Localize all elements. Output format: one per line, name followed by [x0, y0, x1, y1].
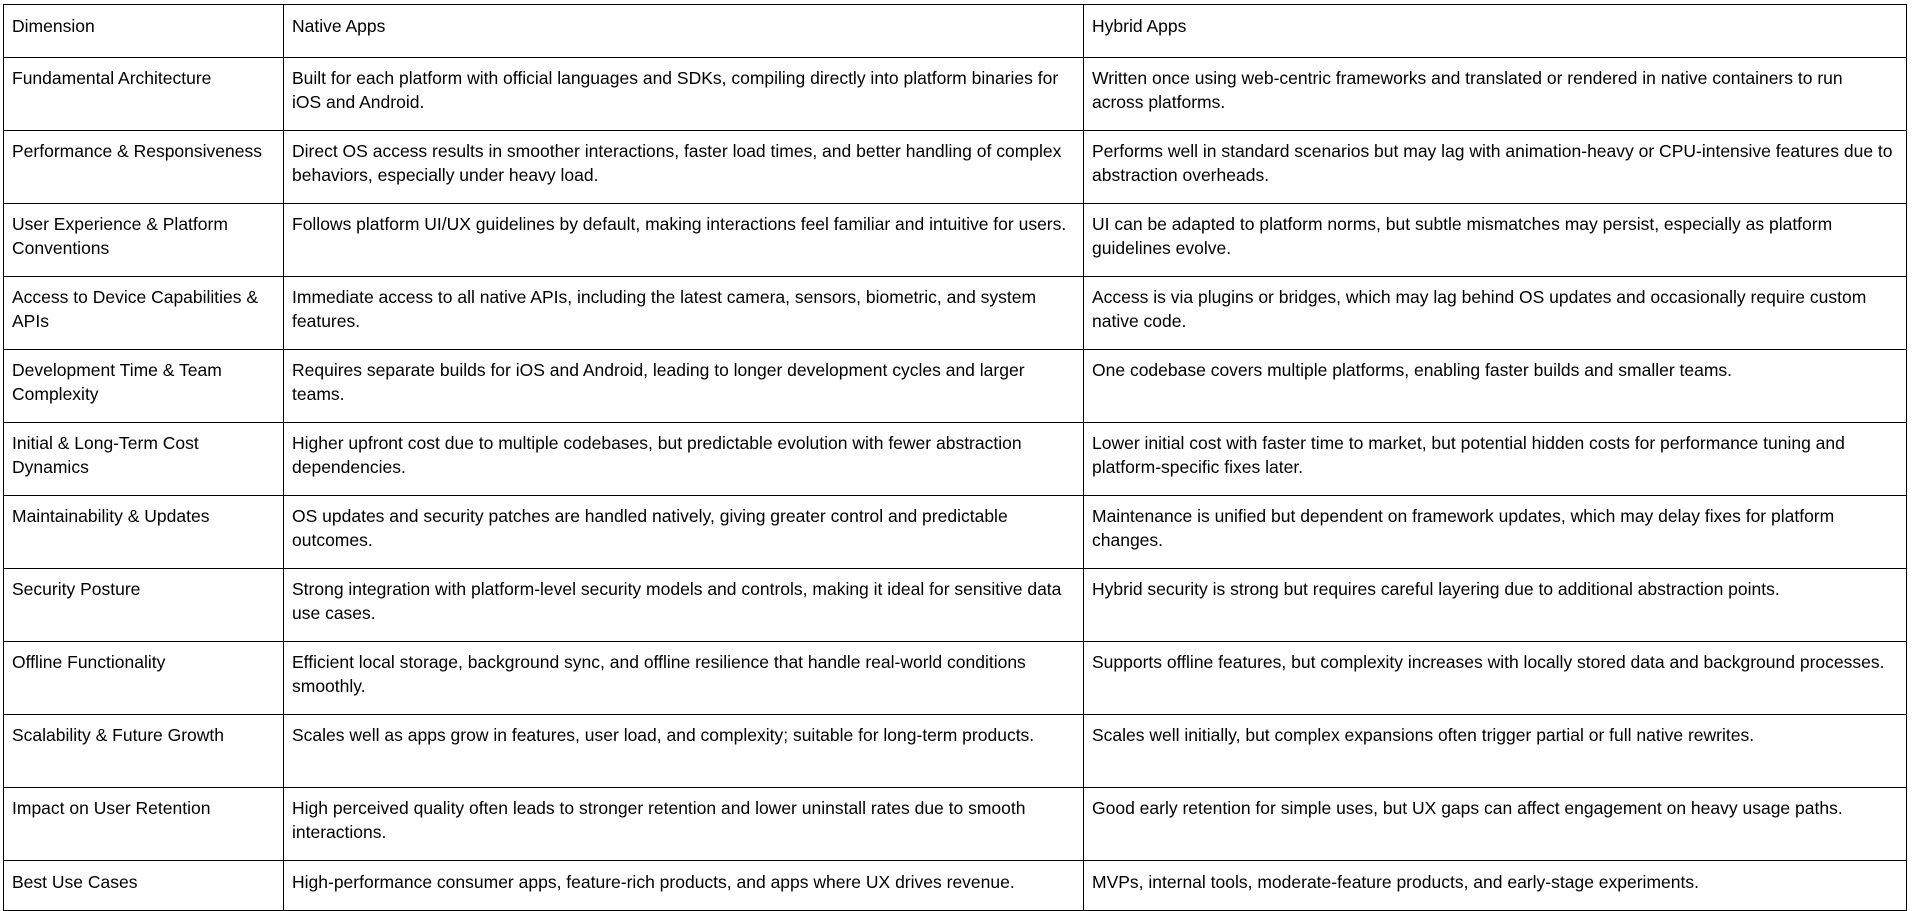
cell-native: Built for each platform with official languages and SDKs, compiling directly into platform binaries for iOS and Android. [284, 58, 1084, 131]
cell-native: Efficient local storage, background sync, and offline resilience that handle real-world conditions smoothly. [284, 642, 1084, 715]
cell-dimension: Fundamental Architecture [4, 58, 284, 131]
header-row [4, 5, 1907, 58]
cell-native: Strong integration with platform-level security models and controls, making it ideal for sensitive data use cases. [284, 569, 1084, 642]
column-header-hybrid-apps: Hybrid Apps [1084, 5, 1907, 58]
table-row [4, 569, 1907, 642]
cell-hybrid: Lower initial cost with faster time to market, but potential hidden costs for performance tuning and platform-specific fixes later. [1084, 423, 1907, 496]
cell-native: High perceived quality often leads to stronger retention and lower uninstall rates due to smooth interactions. [284, 788, 1084, 861]
table-row [4, 861, 1907, 911]
cell-dimension: Security Posture [4, 569, 284, 642]
table-row [4, 423, 1907, 496]
table-row [4, 715, 1907, 788]
cell-hybrid: Hybrid security is strong but requires careful layering due to additional abstraction points. [1084, 569, 1907, 642]
cell-native: Higher upfront cost due to multiple codebases, but predictable evolution with fewer abstraction dependencies. [284, 423, 1084, 496]
table-body [4, 58, 1907, 911]
cell-dimension: Maintainability & Updates [4, 496, 284, 569]
cell-dimension: Scalability & Future Growth [4, 715, 284, 788]
cell-dimension: Impact on User Retention [4, 788, 284, 861]
cell-hybrid: Maintenance is unified but dependent on framework updates, which may delay fixes for platform changes. [1084, 496, 1907, 569]
column-header-dimension: Dimension [4, 5, 284, 58]
cell-hybrid: Scales well initially, but complex expansions often trigger partial or full native rewrites. [1084, 715, 1907, 788]
table-row [4, 58, 1907, 131]
cell-dimension: Initial & Long-Term Cost Dynamics [4, 423, 284, 496]
table-row [4, 204, 1907, 277]
cell-dimension: Best Use Cases [4, 861, 284, 911]
table-row [4, 131, 1907, 204]
table-row [4, 350, 1907, 423]
table-row [4, 642, 1907, 715]
cell-native: Follows platform UI/UX guidelines by default, making interactions feel familiar and intuitive for users. [284, 204, 1084, 277]
table-row [4, 277, 1907, 350]
cell-hybrid: One codebase covers multiple platforms, enabling faster builds and smaller teams. [1084, 350, 1907, 423]
cell-hybrid: UI can be adapted to platform norms, but subtle mismatches may persist, especially as platform guidelines evolve. [1084, 204, 1907, 277]
cell-dimension: Performance & Responsiveness [4, 131, 284, 204]
cell-native: Scales well as apps grow in features, user load, and complexity; suitable for long-term products. [284, 715, 1084, 788]
cell-hybrid: Supports offline features, but complexity increases with locally stored data and background processes. [1084, 642, 1907, 715]
cell-native: Immediate access to all native APIs, including the latest camera, sensors, biometric, and system features. [284, 277, 1084, 350]
cell-native: Requires separate builds for iOS and Android, leading to longer development cycles and larger teams. [284, 350, 1084, 423]
cell-hybrid: Good early retention for simple uses, but UX gaps can affect engagement on heavy usage paths. [1084, 788, 1907, 861]
cell-hybrid: Performs well in standard scenarios but may lag with animation-heavy or CPU-intensive features due to abstraction overheads. [1084, 131, 1907, 204]
cell-native: OS updates and security patches are handled natively, giving greater control and predictable outcomes. [284, 496, 1084, 569]
cell-dimension: Access to Device Capabilities & APIs [4, 277, 284, 350]
table-row [4, 788, 1907, 861]
cell-dimension: Development Time & Team Complexity [4, 350, 284, 423]
comparison-table [3, 4, 1907, 911]
cell-hybrid: MVPs, internal tools, moderate-feature products, and early-stage experiments. [1084, 861, 1907, 911]
cell-dimension: Offline Functionality [4, 642, 284, 715]
column-header-native-apps: Native Apps [284, 5, 1084, 58]
table-header [4, 5, 1907, 58]
cell-hybrid: Access is via plugins or bridges, which may lag behind OS updates and occasionally require custom native code. [1084, 277, 1907, 350]
cell-dimension: User Experience & Platform Conventions [4, 204, 284, 277]
cell-hybrid: Written once using web-centric frameworks and translated or rendered in native containers to run across platforms. [1084, 58, 1907, 131]
cell-native: High-performance consumer apps, feature-rich products, and apps where UX drives revenue. [284, 861, 1084, 911]
table-row [4, 496, 1907, 569]
cell-native: Direct OS access results in smoother interactions, faster load times, and better handling of complex behaviors, especially under heavy load. [284, 131, 1084, 204]
